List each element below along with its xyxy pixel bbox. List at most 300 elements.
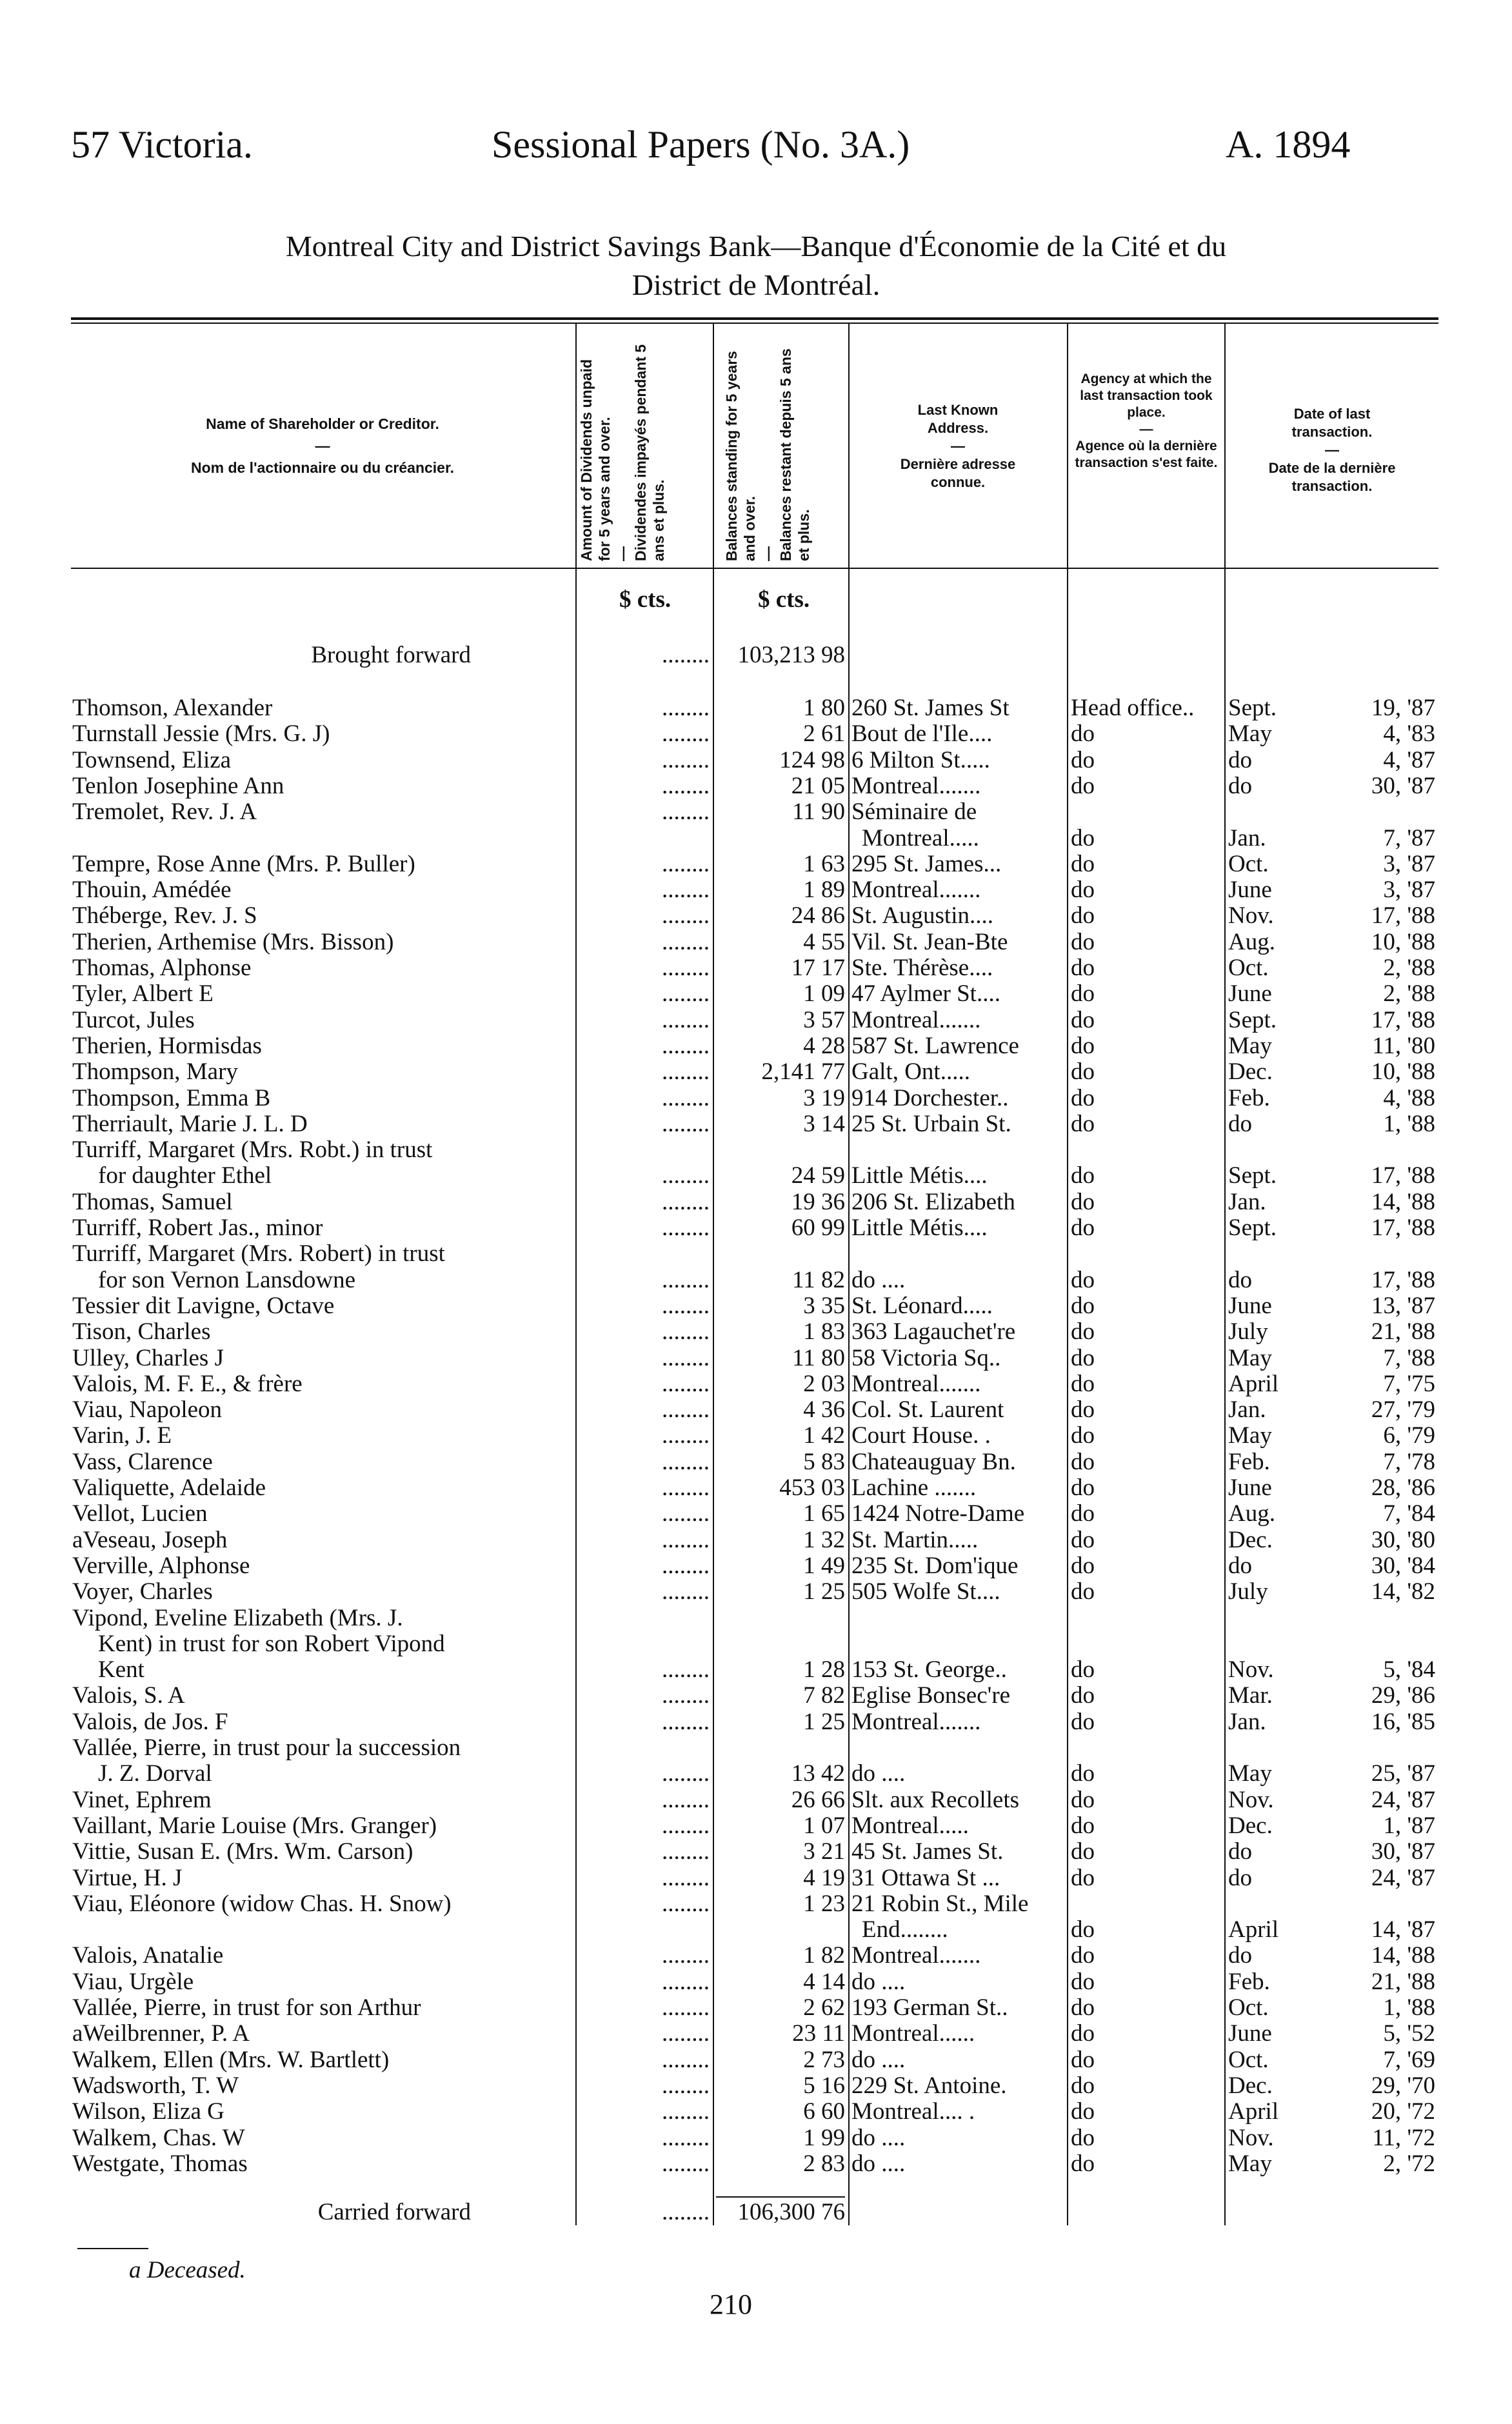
row-day-year: 16, '85 (1371, 1709, 1435, 1735)
row-month: Dec. (1228, 1813, 1273, 1839)
row-name: Turriff, Margaret (Mrs. Robert) in trust (72, 1241, 445, 1267)
row-name: Walkem, Chas. W (72, 2125, 245, 2151)
row-day-year: 25, '87 (1371, 1761, 1435, 1787)
row-address: Chateauguay Bn. (851, 1449, 1016, 1475)
row-month: Sept. (1228, 1215, 1277, 1241)
row-balance: 2 62 (803, 1995, 845, 2021)
row-address: Montreal....... (851, 877, 981, 903)
row-day-year: 1, '87 (1383, 1813, 1435, 1839)
row-day-year: 17, '88 (1371, 903, 1435, 929)
footnote-rule (77, 2248, 148, 2249)
colhead-name-fr: Nom de l'actionnaire ou du créancier. (190, 459, 455, 476)
row-dividends: ........ (662, 1423, 710, 1449)
row-name: Vallée, Pierre, in trust pour la succession (72, 1735, 461, 1761)
row-dividends: ........ (662, 851, 710, 877)
row-dividends: ........ (662, 929, 710, 955)
total-top-rule (716, 2196, 845, 2198)
carried-forward-label (71, 2200, 574, 2225)
row-name: Valois, M. F. E., & frère (72, 1371, 303, 1397)
row-day-year: 2, '88 (1383, 955, 1435, 981)
row-month: May (1228, 2151, 1272, 2177)
row-name: Tison, Charles (72, 1319, 211, 1345)
row-agency: do (1071, 1917, 1095, 1943)
colhead-dividends-fr: Dividendes impayés pendant 5 ans et plus. (632, 344, 667, 561)
row-balance: 1 99 (803, 2125, 845, 2151)
row-month: Jan. (1228, 826, 1266, 851)
row-day-year: 28, '86 (1371, 1475, 1435, 1501)
row-month: Dec. (1228, 1059, 1273, 1085)
row-agency: do (1071, 1553, 1095, 1579)
row-agency: do (1071, 1371, 1095, 1397)
row-name: Vipond, Eveline Elizabeth (Mrs. J. (72, 1605, 403, 1631)
row-month: Aug. (1228, 1501, 1275, 1527)
row-address: 235 St. Dom'ique (851, 1553, 1019, 1579)
row-agency: do (1071, 981, 1095, 1007)
row-agency: do (1071, 1683, 1095, 1709)
row-day-year: 14, '82 (1371, 1579, 1435, 1605)
row-dividends: ........ (662, 1657, 710, 1683)
row-dividends: ........ (662, 2151, 710, 2177)
row-month: Aug. (1228, 929, 1275, 955)
row-dividends: ........ (662, 695, 710, 721)
row-dividends: ........ (662, 1579, 710, 1605)
row-month: do (1228, 773, 1252, 799)
row-day-year: 24, '87 (1371, 1787, 1435, 1813)
row-address: Montreal.... . (851, 2099, 975, 2125)
row-balance: 11 90 (792, 799, 845, 825)
row-dividends: ........ (662, 1111, 710, 1137)
row-dividends: ........ (662, 1995, 710, 2021)
row-dividends: ........ (662, 1033, 710, 1059)
row-agency: do (1071, 1086, 1095, 1111)
row-month: April (1228, 1371, 1279, 1397)
row-agency: do (1071, 1579, 1095, 1605)
row-balance: 5 16 (803, 2073, 845, 2099)
row-day-year: 10, '88 (1371, 929, 1435, 955)
row-month: Sept. (1228, 1163, 1277, 1189)
row-balance: 6 60 (803, 2099, 845, 2125)
row-balance: 23 11 (792, 2021, 845, 2047)
row-day-year: 5, '52 (1383, 2021, 1435, 2047)
row-agency: do (1071, 1111, 1095, 1137)
row-name: Voyer, Charles (72, 1579, 213, 1605)
row-agency: do (1071, 1397, 1095, 1423)
row-dividends: ........ (662, 1008, 710, 1033)
table-top-rule (71, 317, 1438, 320)
row-balance: 19 36 (791, 1189, 845, 1215)
row-dividends: ........ (662, 1527, 710, 1553)
row-address: Eglise Bonsec're (851, 1683, 1011, 1709)
row-address: Montreal....... (851, 1371, 981, 1397)
row-balance: 13 42 (791, 1761, 845, 1787)
row-month: May (1228, 1033, 1272, 1059)
row-agency: do (1071, 1657, 1095, 1683)
row-balance: 2 03 (803, 1371, 845, 1397)
row-agency: do (1071, 955, 1095, 981)
row-dividends: ........ (662, 981, 710, 1007)
row-agency: do (1071, 1346, 1095, 1371)
row-dividends: ........ (662, 877, 710, 903)
row-month: Feb. (1228, 1969, 1270, 1995)
colhead-date-fr: Date de la dernière transaction. (1268, 460, 1396, 494)
row-dividends: ........ (662, 773, 710, 799)
row-name: Viau, Napoleon (72, 1397, 223, 1423)
row-name: Walkem, Ellen (Mrs. W. Bartlett) (72, 2047, 390, 2073)
colhead-agency (1069, 371, 1223, 472)
row-name: Turcot, Jules (72, 1008, 195, 1033)
row-agency: do (1071, 2047, 1095, 2073)
colhead-address-en: Last Known Address. (917, 402, 999, 436)
row-agency: do (1071, 1423, 1095, 1449)
row-address: 914 Dorchester.. (851, 1086, 1009, 1111)
row-name: Thompson, Emma B (72, 1086, 271, 1111)
row-name: Vellot, Lucien (72, 1501, 208, 1527)
row-day-year: 27, '79 (1371, 1397, 1435, 1423)
col-rule-5 (1224, 323, 1226, 2225)
row-dividends: ........ (662, 1086, 710, 1111)
row-address: 260 St. James St (851, 695, 1010, 721)
row-balance: 7 82 (803, 1683, 845, 1709)
row-address: 295 St. James... (851, 851, 1002, 877)
row-name: Thouin, Amédée (72, 877, 232, 903)
row-month: Sept. (1228, 695, 1277, 721)
row-balance: 1 89 (803, 877, 845, 903)
row-dividends: ........ (662, 1891, 710, 1917)
row-balance: 1 28 (803, 1657, 845, 1683)
row-address: Little Métis.... (851, 1163, 988, 1189)
row-agency: do (1071, 2021, 1095, 2047)
row-day-year: 29, '70 (1371, 2073, 1435, 2099)
row-agency: do (1071, 1267, 1095, 1293)
row-name: Thompson, Mary (72, 1059, 238, 1085)
row-month: Jan. (1228, 1189, 1266, 1215)
row-agency: do (1071, 1943, 1095, 1969)
row-name: Tessier dit Lavigne, Octave (72, 1293, 335, 1319)
row-month: Feb. (1228, 1086, 1270, 1111)
row-address: Montreal...... (851, 2021, 975, 2047)
row-day-year: 29, '86 (1371, 1683, 1435, 1709)
carried-forward-balance: 106,300 76 (737, 2200, 845, 2225)
row-agency: do (1071, 1189, 1095, 1215)
row-month: do (1228, 1111, 1252, 1137)
row-month: July (1228, 1319, 1268, 1345)
row-name: Valois, Anatalie (72, 1943, 224, 1969)
colhead-balances (722, 335, 813, 561)
row-address: 153 St. George.. (851, 1657, 1007, 1683)
row-dividends: ........ (662, 1319, 710, 1345)
row-dividends: ........ (662, 2125, 710, 2151)
row-month: do (1228, 1267, 1252, 1293)
row-name: Tyler, Albert E (72, 981, 214, 1007)
row-agency: do (1071, 1813, 1095, 1839)
row-balance: 1 42 (803, 1423, 845, 1449)
row-dividends: ........ (662, 1293, 710, 1319)
row-day-year: 3, '87 (1383, 851, 1435, 877)
row-month: June (1228, 2021, 1272, 2047)
colhead-address (851, 401, 1064, 492)
row-address: Séminaire de (851, 799, 977, 825)
row-month: May (1228, 721, 1272, 747)
row-balance: 1 65 (803, 1501, 845, 1527)
row-name: Verville, Alphonse (72, 1553, 250, 1579)
row-address: do .... (851, 1761, 906, 1787)
row-name: Townsend, Eliza (72, 748, 232, 773)
row-agency: do (1071, 1969, 1095, 1995)
colhead-agency-en: Agency at which the last transaction took place. (1080, 372, 1213, 420)
row-dividends: ........ (662, 1059, 710, 1085)
row-day-year: 14, '88 (1371, 1189, 1435, 1215)
row-dividends: ........ (662, 1969, 710, 1995)
row-dividends: ........ (662, 1943, 710, 1969)
colhead-date (1229, 405, 1435, 495)
row-balance: 2 83 (803, 2151, 845, 2177)
colhead-balances-fr: Balances restant depuis 5 ans et plus. (777, 348, 812, 561)
row-address: St. Léonard..... (851, 1293, 993, 1319)
row-month: June (1228, 981, 1272, 1007)
row-name: Valiquette, Adelaide (72, 1475, 266, 1501)
row-address: Lachine ....... (851, 1475, 977, 1501)
brought-forward-label (71, 642, 574, 668)
row-agency: do (1071, 1215, 1095, 1241)
colhead-name-en: Name of Shareholder or Creditor. (206, 415, 439, 432)
row-balance: 3 21 (803, 1839, 845, 1865)
col-rule-1 (575, 323, 577, 2225)
row-agency: do (1071, 1995, 1095, 2021)
row-balance: 60 99 (791, 1215, 845, 1241)
row-address: Court House. . (851, 1423, 991, 1449)
row-dividends: ........ (662, 1267, 710, 1293)
colhead-agency-fr: Agence où la dernière transaction s'est faite. (1075, 439, 1218, 470)
row-month: Sept. (1228, 1008, 1277, 1033)
row-agency: do (1071, 1787, 1095, 1813)
row-month: April (1228, 2099, 1279, 2125)
row-dividends: ........ (662, 1215, 710, 1241)
row-balance: 5 83 (803, 1449, 845, 1475)
row-agency: do (1071, 2151, 1095, 2177)
row-day-year: 20, '72 (1371, 2099, 1435, 2125)
row-day-year: 11, '72 (1372, 2125, 1435, 2151)
row-agency: do (1071, 1163, 1095, 1189)
row-agency: do (1071, 1475, 1095, 1501)
row-balance: 24 59 (791, 1163, 845, 1189)
colhead-date-dash: — (1325, 442, 1339, 458)
carried-forward-dividends: ........ (662, 2200, 710, 2225)
row-balance: 1 25 (803, 1579, 845, 1605)
row-address: St. Augustin.... (851, 903, 993, 929)
row-name: Valois, S. A (72, 1683, 185, 1709)
row-agency: do (1071, 877, 1095, 903)
row-dividends: ........ (662, 1346, 710, 1371)
row-address: 229 St. Antoine. (851, 2073, 1007, 2099)
row-dividends: ........ (662, 2021, 710, 2047)
row-name: Turriff, Margaret (Mrs. Robt.) in trust (72, 1137, 433, 1163)
row-name: for daughter Ethel (98, 1163, 272, 1189)
row-name: Tenlon Josephine Ann (72, 773, 284, 799)
row-name: Thomas, Samuel (72, 1189, 233, 1215)
row-dividends: ........ (662, 2073, 710, 2099)
row-dividends: ........ (662, 1449, 710, 1475)
row-agency: do (1071, 1527, 1095, 1553)
row-dividends: ........ (662, 1709, 710, 1735)
row-balance: 1 80 (803, 695, 845, 721)
row-day-year: 21, '88 (1371, 1969, 1435, 1995)
colhead-dividends (577, 335, 668, 561)
row-address: Montreal..... (862, 826, 979, 851)
row-name: Vallée, Pierre, in trust for son Arthur (72, 1995, 421, 2021)
row-day-year: 7, '78 (1383, 1449, 1435, 1475)
row-balance: 124 98 (779, 748, 845, 773)
row-balance: 4 14 (803, 1969, 845, 1995)
row-dividends: ........ (662, 1839, 710, 1865)
row-month: Nov. (1228, 2125, 1274, 2151)
row-address: Ste. Thérèse.... (851, 955, 993, 981)
row-agency: do (1071, 1839, 1095, 1865)
row-balance: 2 73 (803, 2047, 845, 2073)
row-balance: 26 66 (791, 1787, 845, 1813)
row-address: Montreal....... (851, 1943, 981, 1969)
row-day-year: 1, '88 (1383, 1995, 1435, 2021)
row-day-year: 7, '88 (1383, 1346, 1435, 1371)
title-line-2: District de Montréal. (632, 268, 880, 301)
row-day-year: 4, '83 (1383, 721, 1435, 747)
row-address: Montreal....... (851, 1008, 981, 1033)
row-name: Wilson, Eliza G (72, 2099, 224, 2125)
row-address: End........ (862, 1917, 948, 1943)
row-dividends: ........ (662, 799, 710, 825)
row-name: Tempre, Rose Anne (Mrs. P. Buller) (72, 851, 415, 877)
row-address: 21 Robin St., Mile (851, 1891, 1029, 1917)
row-day-year: 30, '80 (1371, 1527, 1435, 1553)
colhead-date-en: Date of last transaction. (1291, 406, 1373, 440)
row-agency: do (1071, 903, 1095, 929)
row-day-year: 7, '84 (1383, 1501, 1435, 1527)
row-balance: 1 82 (803, 1943, 845, 1969)
row-balance: 1 23 (803, 1891, 845, 1917)
colhead-address-dash: — (951, 438, 965, 454)
row-day-year: 21, '88 (1371, 1319, 1435, 1345)
row-day-year: 4, '88 (1383, 1086, 1435, 1111)
row-day-year: 14, '87 (1371, 1917, 1435, 1943)
col-rule-2 (713, 323, 714, 2225)
row-agency: do (1071, 773, 1095, 799)
row-balance: 1 07 (803, 1813, 845, 1839)
row-dividends: ........ (662, 748, 710, 773)
row-agency: do (1071, 1319, 1095, 1345)
row-day-year: 10, '88 (1371, 1059, 1435, 1085)
brought-forward-text: Brought forward (311, 642, 471, 668)
row-address: St. Martin..... (851, 1527, 979, 1553)
header-right: A. 1894 (1226, 123, 1351, 166)
colhead-address-fr: Dernière adresse connue. (900, 456, 1016, 490)
row-day-year: 30, '87 (1371, 773, 1435, 799)
row-month: Jan. (1228, 1709, 1266, 1735)
row-address: 505 Wolfe St.... (851, 1579, 1000, 1605)
row-name: aWeilbrenner, P. A (72, 2021, 250, 2047)
table-top-rule-thin (71, 323, 1438, 324)
row-month: do (1228, 1839, 1252, 1865)
row-name: for son Vernon Lansdowne (98, 1267, 356, 1293)
colhead-dividends-en: Amount of Dividends unpaid for 5 years and over. (578, 359, 613, 561)
row-balance: 3 57 (803, 1008, 845, 1033)
row-agency: do (1071, 1865, 1095, 1891)
row-address: 47 Aylmer St.... (851, 981, 1000, 1007)
row-address: 6 Milton St..... (851, 748, 990, 773)
row-agency: do (1071, 748, 1095, 773)
row-month: July (1228, 1579, 1268, 1605)
row-day-year: 6, '79 (1383, 1423, 1435, 1449)
row-address: Montreal....... (851, 773, 981, 799)
row-name: Kent) in trust for son Robert Vipond (98, 1631, 445, 1657)
row-balance: 3 35 (803, 1293, 845, 1319)
units-dividends: $ cts. (619, 587, 671, 613)
header-bottom-rule (71, 568, 1438, 569)
row-dividends: ........ (662, 1813, 710, 1839)
row-balance: 17 17 (791, 955, 845, 981)
row-name: J. Z. Dorval (98, 1761, 212, 1787)
row-month: do (1228, 1865, 1252, 1891)
row-dividends: ........ (662, 1865, 710, 1891)
row-name: Therriault, Marie J. L. D (72, 1111, 308, 1137)
row-month: May (1228, 1761, 1272, 1787)
row-name: Turriff, Robert Jas., minor (72, 1215, 323, 1241)
row-address: 206 St. Elizabeth (851, 1189, 1015, 1215)
row-day-year: 4, '87 (1383, 748, 1435, 773)
colhead-name (74, 413, 571, 479)
row-name: Westgate, Thomas (72, 2151, 248, 2177)
row-agency: do (1071, 1293, 1095, 1319)
row-day-year: 7, '75 (1383, 1371, 1435, 1397)
row-day-year: 14, '88 (1371, 1943, 1435, 1969)
row-day-year: 19, '87 (1371, 695, 1435, 721)
row-name: Ulley, Charles J (72, 1346, 224, 1371)
row-balance: 21 05 (791, 773, 845, 799)
row-month: Nov. (1228, 903, 1274, 929)
row-dividends: ........ (662, 1501, 710, 1527)
row-dividends: ........ (662, 903, 710, 929)
row-name: Vinet, Ephrem (72, 1787, 212, 1813)
row-day-year: 7, '87 (1383, 826, 1435, 851)
row-dividends: ........ (662, 2047, 710, 2073)
row-address: do .... (851, 2047, 906, 2073)
carried-forward-text: Carried forward (317, 2200, 471, 2225)
row-address: 31 Ottawa St ... (851, 1865, 1000, 1891)
row-month: Oct. (1228, 955, 1269, 981)
row-address: 1424 Notre-Dame (851, 1501, 1025, 1527)
row-agency: do (1071, 2073, 1095, 2099)
row-agency: do (1071, 1501, 1095, 1527)
row-agency: do (1071, 1059, 1095, 1085)
row-agency: do (1071, 2099, 1095, 2125)
row-month: do (1228, 1943, 1252, 1969)
row-day-year: 2, '72 (1383, 2151, 1435, 2177)
row-address: Bout de l'Ile.... (851, 721, 993, 747)
row-balance: 1 09 (803, 981, 845, 1007)
row-address: do .... (851, 1969, 906, 1995)
row-agency: do (1071, 826, 1095, 851)
row-dividends: ........ (662, 721, 710, 747)
row-day-year: 30, '87 (1371, 1839, 1435, 1865)
row-address: 58 Victoria Sq.. (851, 1346, 1001, 1371)
row-dividends: ........ (662, 955, 710, 981)
row-name: Vittie, Susan E. (Mrs. Wm. Carson) (72, 1839, 413, 1865)
row-agency: do (1071, 1761, 1095, 1787)
row-day-year: 24, '87 (1371, 1865, 1435, 1891)
row-address: Little Métis.... (851, 1215, 988, 1241)
header-center: Sessional Papers (No. 3A.) (492, 123, 910, 166)
row-balance: 11 82 (792, 1267, 845, 1293)
row-address: Montreal....... (851, 1709, 981, 1735)
row-day-year: 17, '88 (1371, 1267, 1435, 1293)
